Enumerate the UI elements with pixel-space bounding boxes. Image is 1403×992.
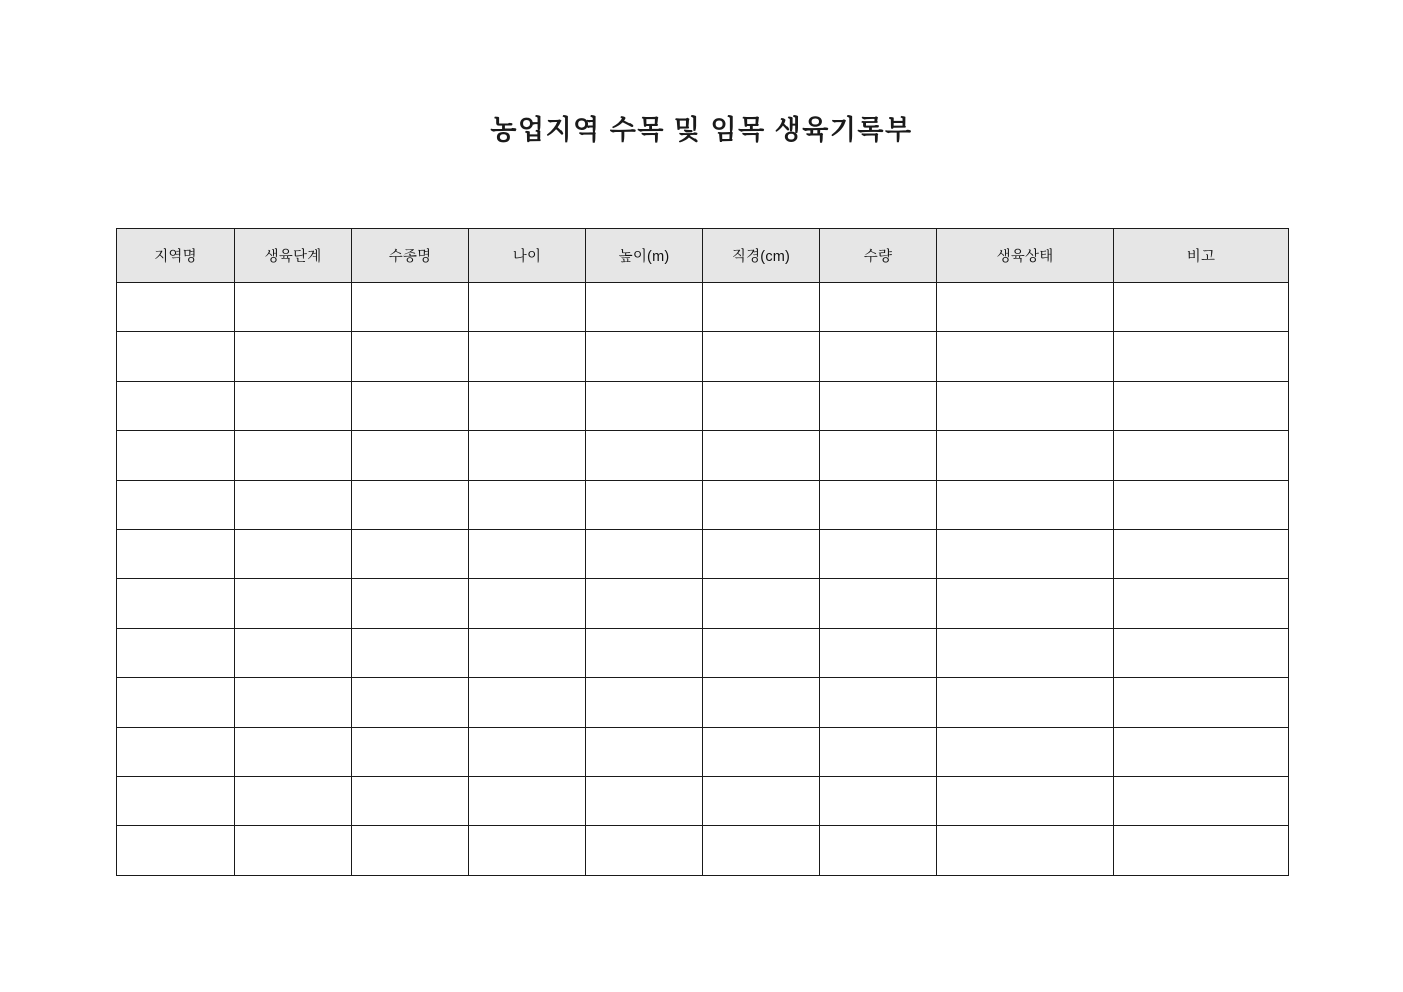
column-header-age: 나이: [469, 229, 586, 283]
cell-quantity[interactable]: [820, 381, 937, 430]
cell-diameter[interactable]: [703, 727, 820, 776]
growth-record-table: [116, 228, 1289, 876]
cell-diameter[interactable]: [703, 431, 820, 480]
table-row: [117, 283, 1289, 332]
cell-diameter[interactable]: [703, 480, 820, 529]
cell-quantity[interactable]: [820, 628, 937, 677]
cell-growth-stage[interactable]: [235, 826, 352, 875]
cell-quantity[interactable]: [820, 431, 937, 480]
cell-growth-condition[interactable]: [937, 283, 1114, 332]
cell-species-name[interactable]: [352, 579, 469, 628]
cell-growth-stage[interactable]: [235, 727, 352, 776]
cell-species-name[interactable]: [352, 431, 469, 480]
cell-diameter[interactable]: [703, 628, 820, 677]
cell-age[interactable]: [469, 529, 586, 578]
cell-growth-condition[interactable]: [937, 579, 1114, 628]
cell-age[interactable]: [469, 727, 586, 776]
cell-growth-condition[interactable]: [937, 678, 1114, 727]
cell-diameter[interactable]: [703, 579, 820, 628]
cell-height[interactable]: [586, 579, 703, 628]
cell-region-name[interactable]: [117, 826, 235, 875]
cell-growth-stage[interactable]: [235, 579, 352, 628]
cell-quantity[interactable]: [820, 678, 937, 727]
cell-species-name[interactable]: [352, 678, 469, 727]
column-header-species-name: 수종명: [352, 229, 469, 283]
cell-diameter[interactable]: [703, 826, 820, 875]
table-row: [117, 678, 1289, 727]
cell-species-name[interactable]: [352, 628, 469, 677]
cell-growth-stage[interactable]: [235, 332, 352, 381]
cell-diameter[interactable]: [703, 381, 820, 430]
column-header-region-name: 지역명: [117, 229, 235, 283]
cell-quantity[interactable]: [820, 826, 937, 875]
cell-remarks[interactable]: [1114, 776, 1289, 825]
cell-age[interactable]: [469, 579, 586, 628]
column-header-remarks: 비고: [1114, 229, 1289, 283]
cell-height[interactable]: [586, 628, 703, 677]
cell-species-name[interactable]: [352, 826, 469, 875]
cell-remarks[interactable]: [1114, 381, 1289, 430]
cell-region-name[interactable]: [117, 431, 235, 480]
cell-remarks[interactable]: [1114, 283, 1289, 332]
cell-remarks[interactable]: [1114, 727, 1289, 776]
cell-height[interactable]: [586, 431, 703, 480]
cell-region-name[interactable]: [117, 529, 235, 578]
cell-remarks[interactable]: [1114, 826, 1289, 875]
table-row: [117, 431, 1289, 480]
cell-growth-stage[interactable]: [235, 431, 352, 480]
table-row: [117, 332, 1289, 381]
cell-diameter[interactable]: [703, 283, 820, 332]
table-row: [117, 727, 1289, 776]
cell-remarks[interactable]: [1114, 579, 1289, 628]
cell-region-name[interactable]: [117, 678, 235, 727]
cell-region-name[interactable]: [117, 727, 235, 776]
cell-species-name[interactable]: [352, 480, 469, 529]
table-row: [117, 776, 1289, 825]
cell-age[interactable]: [469, 480, 586, 529]
cell-growth-condition[interactable]: [937, 381, 1114, 430]
cell-quantity[interactable]: [820, 332, 937, 381]
cell-quantity[interactable]: [820, 579, 937, 628]
cell-diameter[interactable]: [703, 776, 820, 825]
cell-region-name[interactable]: [117, 480, 235, 529]
cell-quantity[interactable]: [820, 480, 937, 529]
cell-height[interactable]: [586, 381, 703, 430]
cell-region-name[interactable]: [117, 628, 235, 677]
table-header-row: [117, 229, 1289, 283]
table-body: [117, 283, 1289, 876]
cell-quantity[interactable]: [820, 776, 937, 825]
cell-diameter[interactable]: [703, 678, 820, 727]
table-row: [117, 529, 1289, 578]
cell-growth-condition[interactable]: [937, 529, 1114, 578]
cell-growth-stage[interactable]: [235, 480, 352, 529]
cell-species-name[interactable]: [352, 283, 469, 332]
cell-growth-stage[interactable]: [235, 678, 352, 727]
table-row: [117, 480, 1289, 529]
cell-age[interactable]: [469, 381, 586, 430]
cell-remarks[interactable]: [1114, 628, 1289, 677]
column-header-quantity: 수량: [820, 229, 937, 283]
cell-growth-condition[interactable]: [937, 776, 1114, 825]
cell-growth-stage[interactable]: [235, 381, 352, 430]
cell-region-name[interactable]: [117, 579, 235, 628]
cell-species-name[interactable]: [352, 529, 469, 578]
table-row: [117, 826, 1289, 875]
cell-region-name[interactable]: [117, 776, 235, 825]
cell-species-name[interactable]: [352, 727, 469, 776]
cell-age[interactable]: [469, 628, 586, 677]
cell-remarks[interactable]: [1114, 431, 1289, 480]
cell-region-name[interactable]: [117, 332, 235, 381]
cell-growth-condition[interactable]: [937, 628, 1114, 677]
cell-growth-condition[interactable]: [937, 826, 1114, 875]
page-title: 농업지역 수목 및 임목 생육기록부: [490, 115, 913, 145]
cell-age[interactable]: [469, 283, 586, 332]
cell-growth-stage[interactable]: [235, 628, 352, 677]
cell-remarks[interactable]: [1114, 480, 1289, 529]
cell-age[interactable]: [469, 678, 586, 727]
cell-diameter[interactable]: [703, 332, 820, 381]
cell-species-name[interactable]: [352, 381, 469, 430]
cell-height[interactable]: [586, 678, 703, 727]
cell-species-name[interactable]: [352, 776, 469, 825]
cell-quantity[interactable]: [820, 283, 937, 332]
cell-height[interactable]: [586, 332, 703, 381]
table-row: [117, 381, 1289, 430]
cell-growth-condition[interactable]: [937, 480, 1114, 529]
column-header-height: 높이(m): [586, 229, 703, 283]
cell-height[interactable]: [586, 776, 703, 825]
cell-quantity[interactable]: [820, 529, 937, 578]
column-header-growth-stage: 생육단계: [235, 229, 352, 283]
cell-remarks[interactable]: [1114, 332, 1289, 381]
cell-growth-condition[interactable]: [937, 727, 1114, 776]
cell-growth-stage[interactable]: [235, 776, 352, 825]
cell-height[interactable]: [586, 480, 703, 529]
column-header-diameter: 직경(cm): [703, 229, 820, 283]
cell-growth-stage[interactable]: [235, 529, 352, 578]
cell-height[interactable]: [586, 529, 703, 578]
cell-species-name[interactable]: [352, 332, 469, 381]
cell-age[interactable]: [469, 431, 586, 480]
cell-remarks[interactable]: [1114, 678, 1289, 727]
cell-age[interactable]: [469, 332, 586, 381]
cell-quantity[interactable]: [820, 727, 937, 776]
table-header: [117, 229, 1289, 283]
cell-age[interactable]: [469, 826, 586, 875]
table-row: [117, 579, 1289, 628]
cell-growth-condition[interactable]: [937, 332, 1114, 381]
cell-height[interactable]: [586, 826, 703, 875]
cell-region-name[interactable]: [117, 381, 235, 430]
cell-growth-condition[interactable]: [937, 431, 1114, 480]
cell-height[interactable]: [586, 727, 703, 776]
record-table-container: [116, 228, 1288, 876]
cell-region-name[interactable]: [117, 283, 235, 332]
column-header-growth-condition: 생육상태: [937, 229, 1114, 283]
cell-diameter[interactable]: [703, 529, 820, 578]
cell-height[interactable]: [586, 283, 703, 332]
cell-remarks[interactable]: [1114, 529, 1289, 578]
table-row: [117, 628, 1289, 677]
cell-growth-stage[interactable]: [235, 283, 352, 332]
cell-age[interactable]: [469, 776, 586, 825]
